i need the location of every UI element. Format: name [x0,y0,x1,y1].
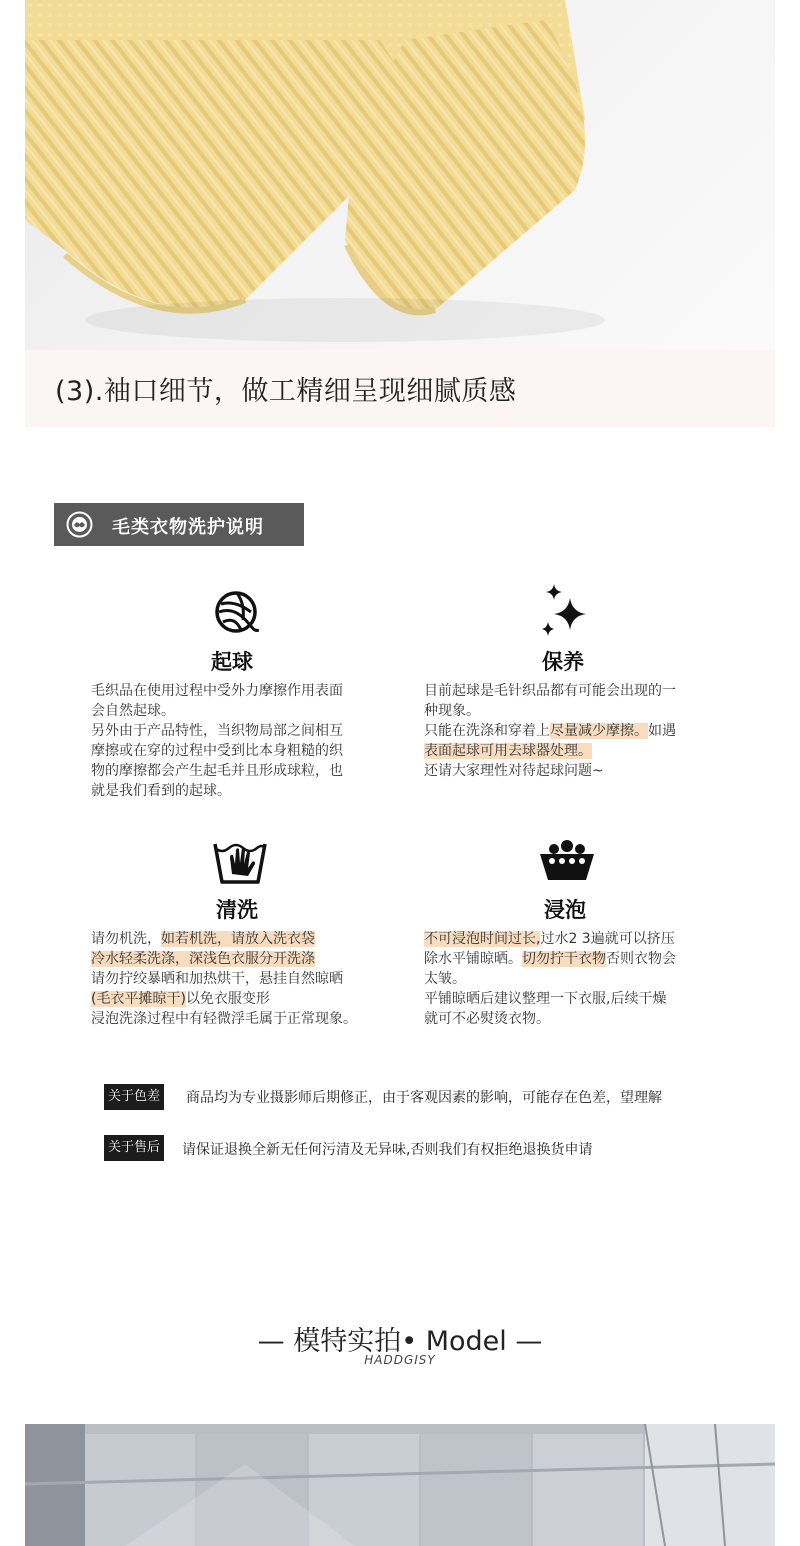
yarn-ball-icon [213,590,259,636]
pilling-line: 摩擦或在穿的过程中受到比本身粗糙的织 [91,743,343,759]
washing-highlight: 冷水轻柔洗涤，深浅色衣服分开洗涤 [91,951,315,967]
washing-line [91,989,357,1009]
sweater-cuffs-illustration [25,0,775,350]
pilling-line: 毛织品在使用过程中受外力摩擦作用表面 [91,683,343,699]
maintenance-text: 如遇 [648,723,676,739]
soaking-description [424,929,676,1029]
maintenance-line: 目前起球是毛针织品都有可能会出现的一 [424,683,676,699]
pilling-description [91,681,343,801]
pilling-line: 另外由于产品特性，当织物局部之间相互 [91,723,343,739]
soaking-text: 过水2 3遍就可以挤压 [540,931,675,947]
pilling-line: 物的摩擦都会产生起毛并且形成球粒，也 [91,763,343,779]
soaking-line [424,929,676,949]
washing-highlight: (毛衣平摊晾干) [91,991,186,1007]
pilling-title: 起球 [211,650,253,674]
after-sale-text: 请保证退换全新无任何污清及无异味,否则我们有权拒绝退换货申请 [182,1142,593,1158]
soaking-highlight: 不可浸泡时间过长, [424,931,541,947]
maintenance-title: 保养 [542,650,584,674]
maintenance-highlight: 尽量减少摩擦。 [550,723,648,739]
soaking-text: 否则衣物会 [606,951,676,967]
hand-wash-icon [212,838,268,886]
color-difference-text: 商品均为专业摄影师后期修正，由于客观因素的影响，可能存在色差，望理解 [186,1090,662,1106]
maintenance-line: 还请大家理性对待起球问题~ [424,763,604,779]
maintenance-description [424,681,676,781]
washing-line: 浸泡洗涤过程中有轻微浮毛属于正常现象。 [91,1011,357,1027]
maintenance-highlight: 表面起球可用去球器处理。 [424,743,592,759]
washing-highlight: 如若机洗，请放入洗衣袋 [161,931,315,947]
model-photo [25,1424,775,1546]
pilling-line: 就是我们看到的起球。 [91,783,231,799]
maintenance-line [424,741,676,761]
maintenance-line [424,721,676,741]
soaking-text: 除水平铺晾晒。 [424,951,522,967]
care-instructions-header [54,503,304,546]
washing-line [91,929,357,949]
soaking-title: 浸泡 [544,898,586,922]
sparkle-icon [540,584,592,640]
pilling-line: 会自然起球。 [91,703,175,719]
after-sale-tag: 关于售后 [104,1135,164,1161]
building-facade-illustration [25,1424,775,1546]
soaking-line [424,949,676,969]
soaking-line: 平铺晾晒后建议整理一下衣服,后续干燥 [424,991,667,1007]
care-header-title: 毛类衣物洗护说明 [112,517,264,538]
wool-badge-icon [66,511,93,538]
photo-caption: (3).袖口细节，做工精细呈现细腻质感 [55,376,517,407]
soak-basin-icon [540,840,594,882]
washing-text: 请勿机洗， [91,931,161,947]
soaking-line: 就可不必熨烫衣物。 [424,1011,550,1027]
washing-description [91,929,357,1029]
sleeve-detail-photo [25,0,775,350]
soaking-line: 太皱。 [424,971,466,987]
washing-line: 请勿拧绞暴晒和加热烘干，悬挂自然晾晒 [91,971,343,987]
model-section-title: — 模特实拍• Model — [257,1326,543,1357]
color-difference-tag: 关于色差 [104,1084,164,1110]
model-section-subtitle: HADDGISY [364,1353,436,1367]
washing-text: 以免衣服变形 [185,991,270,1007]
maintenance-line: 种现象。 [424,703,480,719]
soaking-highlight: 切勿拧干衣物 [522,951,606,967]
washing-title: 清洗 [216,898,258,922]
washing-line [91,949,357,969]
maintenance-text: 只能在洗涤和穿着上 [424,723,550,739]
